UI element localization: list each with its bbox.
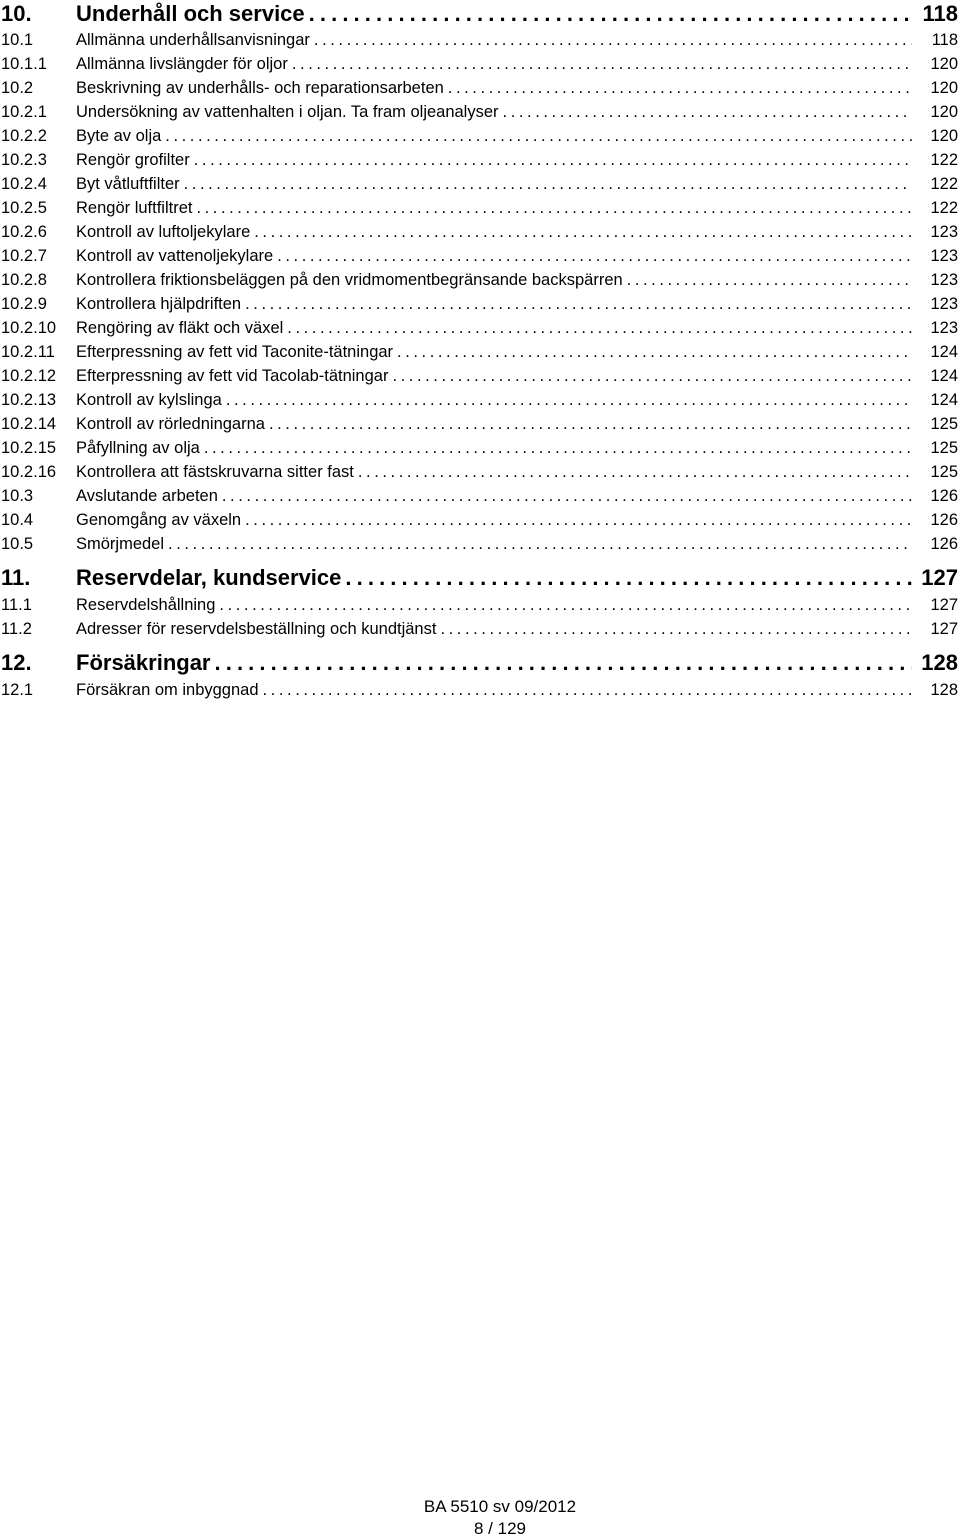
toc-entry-title: Smörjmedel	[76, 535, 165, 553]
toc-entry-title: Undersökning av vattenhalten i oljan. Ta fram oljeanalyser	[76, 103, 499, 121]
toc-entry-title: Byt våtluftfilter	[76, 175, 180, 193]
toc-entry-page: 120	[930, 103, 958, 121]
toc-entry-page: 122	[930, 151, 958, 169]
toc-entry-title: Kontrollera friktionsbeläggen på den vridmomentbegränsande backspärren	[76, 271, 623, 289]
dot-leader	[165, 124, 912, 148]
toc-entry-title: Avslutande arbeten	[76, 487, 218, 505]
toc-entry-page: 125	[930, 439, 958, 457]
toc-entry-title: Kontroll av luftoljekylare	[76, 223, 251, 241]
toc-entry[interactable]	[0, 460, 960, 484]
toc-entry-title: Rengör luftfiltret	[76, 199, 193, 217]
toc-entry-page: 123	[930, 247, 958, 265]
toc-entry-page: 120	[930, 127, 958, 145]
dot-leader	[448, 76, 912, 100]
toc-entry-page: 124	[930, 391, 958, 409]
toc-entry-page: 127	[930, 596, 958, 614]
toc-entry[interactable]	[0, 617, 960, 641]
toc-entry[interactable]	[0, 436, 960, 460]
toc-entry-title: Efterpressning av fett vid Taconite-tätningar	[76, 343, 394, 361]
toc-entry-title: Genomgång av växeln	[76, 511, 242, 529]
document-id: BA 5510 sv 09/2012	[423, 1497, 577, 1516]
toc-entry-number: 10.4	[1, 511, 34, 529]
toc-entry-number: 11.	[1, 565, 31, 590]
toc-entry-number: 10.3	[1, 487, 34, 505]
toc-entry-number: 10.2.13	[1, 391, 57, 409]
toc-entry-number: 11.1	[1, 596, 32, 614]
toc-entry[interactable]	[0, 340, 960, 364]
toc-entry[interactable]	[0, 52, 960, 76]
toc-entry-title: Försäkringar	[76, 650, 211, 675]
toc-entry-title: Rengöring av fläkt och växel	[76, 319, 284, 337]
toc-entry[interactable]	[0, 412, 960, 436]
toc-entry-number: 10.2.7	[1, 247, 47, 265]
dot-leader	[254, 220, 912, 244]
dot-leader	[503, 100, 912, 124]
toc-entry-number: 10.2.8	[1, 271, 47, 289]
toc-entry-page: 123	[930, 271, 958, 289]
toc-entry-number: 10.2.12	[1, 367, 57, 385]
toc-entry-number: 10.2.9	[1, 295, 47, 313]
toc-entry[interactable]	[0, 148, 960, 172]
toc-entry-title: Byte av olja	[76, 127, 162, 145]
dot-leader	[287, 316, 912, 340]
toc-entry-number: 10.1	[1, 31, 34, 49]
dot-leader	[440, 617, 912, 641]
toc-entry-number: 10.2.3	[1, 151, 47, 169]
toc-entry-title: Allmänna underhållsanvisningar	[76, 31, 310, 49]
dot-leader	[314, 28, 912, 52]
dot-leader	[226, 388, 912, 412]
toc-entry-number: 10.5	[1, 535, 34, 553]
toc-entry[interactable]	[0, 196, 960, 220]
toc-entry[interactable]	[0, 172, 960, 196]
toc-entry-page: 118	[922, 1, 958, 26]
dot-leader	[196, 196, 912, 220]
dot-leader	[204, 436, 912, 460]
toc-entry-number: 12.1	[1, 681, 34, 699]
dot-leader	[263, 678, 912, 702]
dot-leader	[215, 649, 913, 677]
toc-entry-page: 126	[930, 511, 958, 529]
toc-entry-title: Rengör grofilter	[76, 151, 190, 169]
toc-entry-page: 120	[930, 55, 958, 73]
toc-entry-number: 10.1.1	[1, 55, 47, 73]
toc-entry-number: 10.2.6	[1, 223, 47, 241]
dot-leader	[392, 364, 912, 388]
toc-entry-number: 10.2.1	[1, 103, 47, 121]
dot-leader	[358, 460, 912, 484]
dot-leader	[345, 564, 912, 592]
toc-entry-page: 125	[930, 415, 958, 433]
toc-entry-number: 12.	[1, 650, 32, 675]
toc-entry[interactable]	[0, 124, 960, 148]
toc-entry-page: 125	[930, 463, 958, 481]
toc-entry-title: Försäkran om inbyggnad	[76, 681, 259, 699]
dot-leader	[269, 412, 912, 436]
dot-leader	[292, 52, 912, 76]
toc-entry-number: 10.2.14	[1, 415, 57, 433]
toc-entry-number: 10.2	[1, 79, 34, 97]
toc-entry-title: Kontrollera att fästskruvarna sitter fast	[76, 463, 354, 481]
toc-entry[interactable]	[0, 388, 960, 412]
toc-entry-page: 123	[930, 295, 958, 313]
toc-entry-page: 128	[930, 681, 958, 699]
toc-entry-page: 127	[921, 565, 958, 590]
toc-entry-number: 10.	[1, 1, 32, 26]
toc-entry[interactable]	[0, 593, 960, 617]
toc-entry-title: Adresser för reservdelsbeställning och kundtjänst	[76, 620, 437, 638]
toc-chapter-entry[interactable]	[0, 649, 960, 677]
toc-entry-number: 10.2.16	[1, 463, 57, 481]
toc-entry-title: Kontroll av kylslinga	[76, 391, 222, 409]
toc-entry-number: 11.2	[1, 620, 32, 638]
toc-entry-title: Underhåll och service	[76, 1, 305, 26]
toc-entry-page: 122	[930, 199, 958, 217]
dot-leader	[219, 593, 912, 617]
toc-entry[interactable]	[0, 364, 960, 388]
dot-leader	[194, 148, 912, 172]
toc-entry-page: 123	[930, 319, 958, 337]
toc-entry-title: Efterpressning av fett vid Tacolab-tätningar	[76, 367, 389, 385]
toc-entry-page: 124	[930, 343, 958, 361]
toc-entry-page: 126	[930, 535, 958, 553]
toc-entry-number: 10.2.5	[1, 199, 47, 217]
toc-entry-page: 124	[930, 367, 958, 385]
toc-entry[interactable]	[0, 484, 960, 508]
toc-chapter-entry[interactable]	[0, 564, 960, 592]
toc-entry-title: Påfyllning av olja	[76, 439, 200, 457]
toc-entry-title: Kontrollera hjälpdriften	[76, 295, 242, 313]
toc-entry-title: Allmänna livslängder för oljor	[76, 55, 288, 73]
dot-leader	[277, 244, 912, 268]
toc-entry[interactable]	[0, 76, 960, 100]
dot-leader	[222, 484, 912, 508]
toc-entry-title: Kontroll av rörledningarna	[76, 415, 265, 433]
page-number: 8 / 129	[474, 1519, 526, 1538]
toc-entry-page: 120	[930, 79, 958, 97]
dot-leader	[309, 0, 912, 28]
toc-entry-number: 10.2.4	[1, 175, 47, 193]
toc-entry-title: Reservdelshållning	[76, 596, 216, 614]
dot-leader	[168, 532, 912, 556]
toc-entry-page: 118	[931, 31, 958, 49]
toc-entry[interactable]	[0, 532, 960, 556]
toc-entry[interactable]	[0, 220, 960, 244]
toc-entry[interactable]	[0, 316, 960, 340]
toc-entry-page: 128	[921, 650, 958, 675]
toc-entry[interactable]	[0, 292, 960, 316]
toc-entry-number: 10.2.15	[1, 439, 57, 457]
toc-entry[interactable]	[0, 678, 960, 702]
toc-entry-number: 10.2.2	[1, 127, 47, 145]
toc-entry-number: 10.2.11	[1, 343, 55, 361]
dot-leader	[245, 508, 912, 532]
dot-leader	[397, 340, 912, 364]
page-footer	[0, 1496, 960, 1540]
dot-leader	[184, 172, 912, 196]
toc-entry-page: 126	[930, 487, 958, 505]
toc-entry-page: 123	[930, 223, 958, 241]
toc-entry-title: Beskrivning av underhålls- och reparationsarbeten	[76, 79, 444, 97]
toc-entry[interactable]	[0, 28, 960, 52]
toc-entry-page: 122	[930, 175, 958, 193]
toc-entry[interactable]	[0, 508, 960, 532]
toc-entry[interactable]	[0, 244, 960, 268]
toc-entry-page: 127	[930, 620, 958, 638]
dot-leader	[245, 292, 912, 316]
toc-entry-title: Reservdelar, kundservice	[76, 565, 342, 590]
toc-entry-title: Kontroll av vattenoljekylare	[76, 247, 274, 265]
toc-entry-number: 10.2.10	[1, 319, 57, 337]
toc-chapter-entry[interactable]	[0, 0, 960, 28]
dot-leader	[627, 268, 912, 292]
toc-entry[interactable]	[0, 268, 960, 292]
toc-entry[interactable]	[0, 100, 960, 124]
